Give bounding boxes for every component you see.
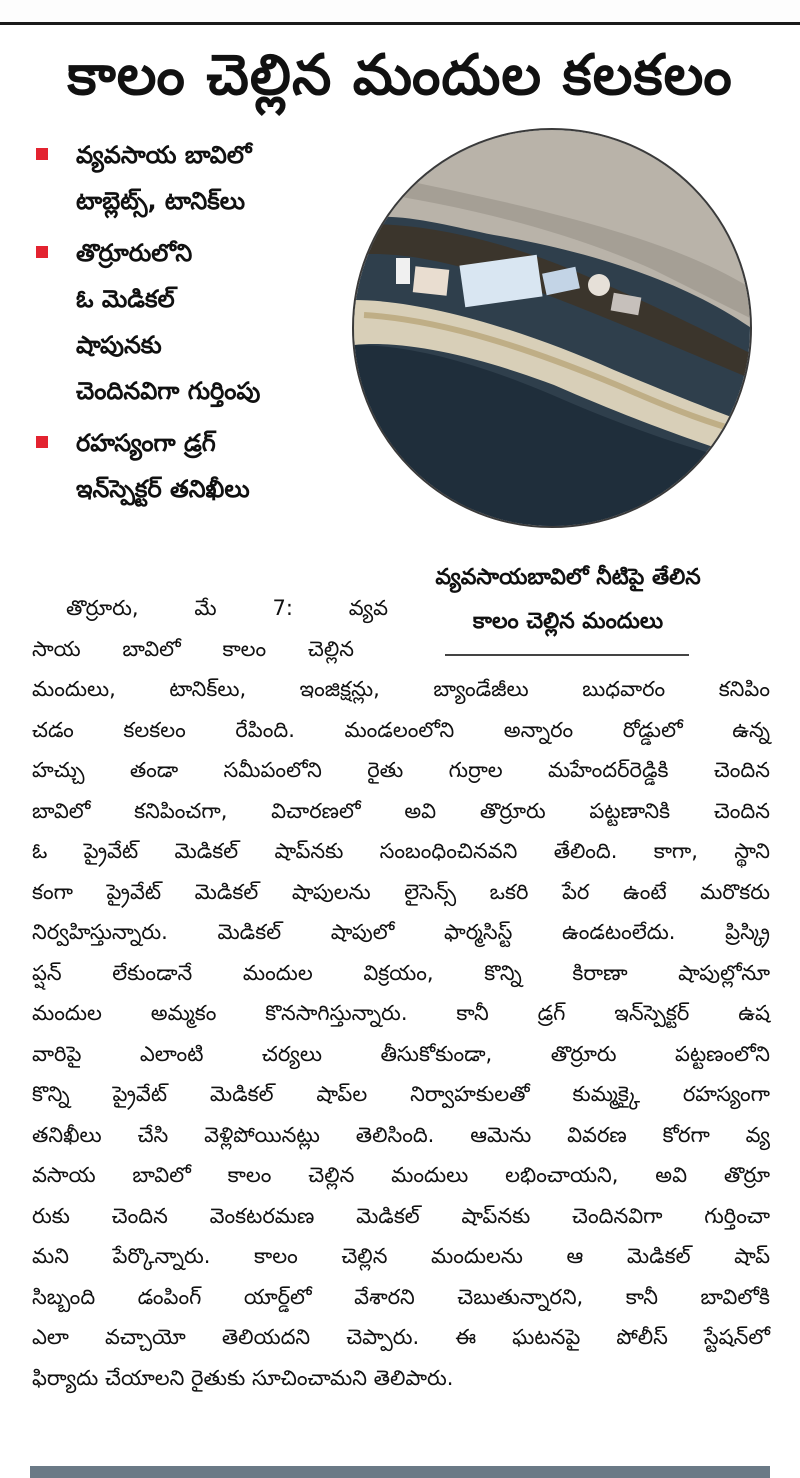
- article-line: రుకు చెందిన వెంకటరమణ మెడికల్ షాప్‌నకు చెందినవిగా గుర్తించా: [32, 1203, 770, 1228]
- bullet-square-icon: [36, 246, 48, 258]
- article-line: వసాయ బావిలో కాలం చెల్లిన మందులు లభించాయని, అవి తొర్రూ: [32, 1163, 770, 1187]
- article-body: [32, 588, 770, 1398]
- highlight-line: తొర్రూరులోని: [76, 239, 193, 267]
- article-line: వారిపై ఎలాంటి చర్యలు తీసుకోకుండా, తొర్రూరు పట్టణంలోని: [32, 1041, 770, 1066]
- highlight-item: [30, 420, 350, 512]
- highlight-line: రహస్యంగా డ్రగ్: [76, 429, 216, 457]
- article-line: మందుల అమ్మకం కొనసాగిస్తున్నారు. కానీ డ్రగ్ ఇన్‌స్పెక్టర్ ఉష: [32, 1001, 770, 1025]
- article-line: ప్షన్ లేకుండానే మందుల విక్రయం, కొన్ని కిరాణా షాపుల్లోనూ: [32, 960, 770, 985]
- article-line: మందులు, టానిక్‌లు, ఇంజిక్షన్లు, బ్యాండేజీలు బుధవారం కనిపిం: [32, 677, 770, 701]
- article-line: చడం కలకలం రేపింది. మండలంలోని అన్నారం రోడ్డులో ఉన్న: [32, 717, 770, 742]
- article-line: సాయ బావిలో కాలం చెల్లిన: [32, 636, 354, 661]
- bullet-square-icon: [36, 436, 48, 448]
- well-with-floating-medicines-photo: [354, 130, 752, 528]
- caption-line: కాలం చెల్లిన మందులు: [472, 609, 664, 634]
- highlight-line: వ్యవసాయ బావిలో: [76, 141, 252, 169]
- well-photo: [352, 128, 752, 528]
- highlight-line: ఓ మెడికల్: [76, 285, 175, 313]
- article-line: తొర్రూరు, మే 7: వ్యవ: [66, 596, 388, 620]
- caption-line: వ్యవసాయబావిలో నీటిపై తేలిన: [435, 565, 701, 590]
- article-line: కంగా ప్రైవేట్ మెడికల్ షాపులను లైసెన్స్ ఒకరి పేర ఉంటే మరొకరు: [32, 879, 770, 904]
- bullet-square-icon: [36, 148, 48, 160]
- article-line: నిర్వహిస్తున్నారు. మెడికల్ షాపులో ఫార్మసిస్ట్ ఉండటంలేదు. ప్రిస్క్రి: [32, 920, 770, 944]
- article-line: ఓ ప్రైవేట్ మెడికల్ షాప్‌నకు సంబంధించినవని తేలింది. కాగా, స్థాని: [32, 839, 770, 863]
- highlight-line: చెందినవిగా గుర్తింపు: [76, 377, 261, 405]
- highlights-list: [30, 132, 350, 518]
- article-line: ఎలా వచ్చాయో తెలియదని చెప్పారు. ఈ ఘటనపై పోలీస్ స్టేషన్‌లో: [32, 1325, 770, 1349]
- article-line: సిబ్బంది డంపింగ్ యార్డ్‌లో వేశారని చెబుతున్నారని, కానీ బావిలోకి: [32, 1284, 770, 1309]
- article-line: ఫిర్యాదు చేయాలని రైతుకు సూచించామని తెలిపారు.: [32, 1365, 454, 1390]
- highlight-item: [30, 132, 350, 224]
- article-line: మని పేర్కొన్నారు. కాలం చెల్లిన మందులను ఆ మెడికల్ షాప్: [32, 1244, 770, 1268]
- article-line: బావిలో కనిపించగా, విచారణలో అవి తొర్రూరు పట్టణానికి చెందిన: [32, 798, 770, 823]
- article-line: కొన్ని ప్రైవేట్ మెడికల్ షాప్‌ల నిర్వాహకులతో కుమ్మక్కై రహస్యంగా: [32, 1082, 770, 1106]
- highlight-item: [30, 230, 350, 414]
- article-line: తనిఖీలు చేసి వెళ్లిపోయినట్లు తెలిసింది. ఆమెను వివరణ కోరగా వ్య: [32, 1122, 770, 1147]
- headline: కాలం చెల్లిన మందుల కలకలం: [67, 43, 733, 108]
- highlight-line: షాపునకు: [76, 331, 162, 359]
- highlight-line: టాబ్లెట్స్, టానిక్‌లు: [76, 187, 246, 215]
- top-rule: [0, 0, 800, 25]
- highlight-line: ఇన్‌స్పెక్టర్ తనిఖీలు: [76, 475, 250, 503]
- article-line: హచ్చు తండా సమీపంలోని రైతు గుర్రాల మహేందర్‌రెడ్డికి చెందిన: [32, 758, 770, 782]
- next-article-photo-strip: [30, 1466, 770, 1478]
